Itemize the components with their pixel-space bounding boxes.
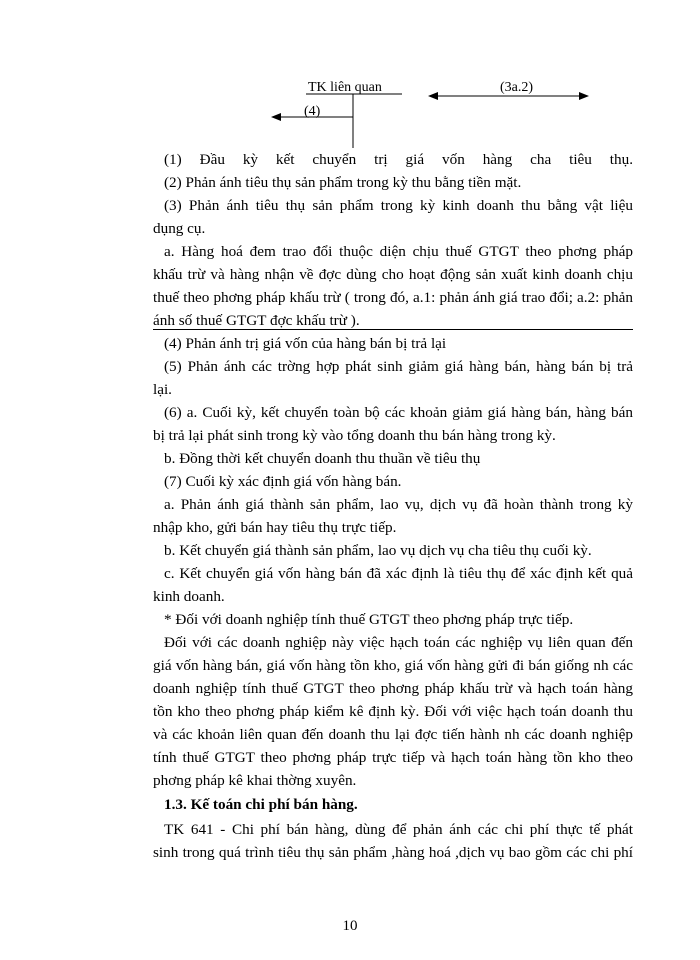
text-line: (7) Cuối kỳ xác định giá vốn hàng bán.	[164, 473, 402, 490]
text-line: dụng cụ.	[153, 220, 206, 237]
divider-rule	[153, 329, 633, 330]
page-number: 10	[342, 918, 358, 934]
text-line: a. Phản ánh giá thành sản phẩm, lao vụ, dịch vụ đã hoàn thành trong kỳ	[164, 496, 633, 513]
text-line: (5) Phản ánh các trờng hợp phát sinh giảm giá hàng bán, hàng bán bị trả	[164, 358, 633, 375]
arrow-4-head	[271, 113, 281, 121]
text-line: thuế theo phơng pháp khấu trừ ( trong đó, a.1: phản ánh giá trao đổi; a.2: phản	[153, 289, 633, 306]
text-line: b. Đồng thời kết chuyển doanh thu thuần về tiêu thụ	[164, 450, 481, 467]
text-line: c. Kết chuyển giá vốn hàng bán đã xác định là tiêu thụ để xác định kết quả	[164, 565, 633, 582]
section-heading: 1.3. Kế toán chi phí bán hàng.	[164, 796, 358, 813]
arrow-3a2-right-head	[579, 92, 589, 100]
text-line: (1) Đầu kỳ kết chuyển trị giá vốn hàng cha tiêu thụ.	[164, 151, 633, 168]
text-line: (3) Phản ánh tiêu thụ sản phẩm trong kỳ kinh doanh thu bằng vật liệu	[164, 197, 633, 214]
text-line: (2) Phản ánh tiêu thụ sản phẩm trong kỳ thu bằng tiền mặt.	[164, 174, 522, 191]
text-line: bị trả lại phát sinh trong kỳ vào tổng doanh thu bán hàng trong kỳ.	[153, 427, 556, 444]
text-line: tồn kho theo phơng pháp kiểm kê định kỳ. Đối với việc hạch toán doanh thu	[153, 703, 633, 720]
text-line: (4) Phản ánh trị giá vốn của hàng bán bị trả lại	[164, 335, 447, 352]
text-line: và các khoản liên quan đến doanh thu lại đợc tiến hành nh các doanh nghiệp	[153, 726, 633, 743]
text-line: khấu trừ và hàng nhận về đợc dùng cho hoạt động sản xuất kinh doanh chịu	[153, 266, 633, 283]
text-line: tính thuế GTGT theo phơng pháp trực tiếp và hạch toán hàng tồn kho theo	[153, 749, 633, 766]
flow-label-4: (4)	[304, 104, 321, 119]
text-line: * Đối với doanh nghiệp tính thuế GTGT theo phơng pháp trực tiếp.	[164, 611, 574, 628]
text-line: TK 641 - Chi phí bán hàng, dùng để phản ánh các chi phí thực tế phát	[164, 821, 633, 838]
text-line: sinh trong quá trình tiêu thụ sản phẩm ,hàng hoá ,dịch vụ bao gồm các chi phí	[153, 844, 633, 861]
diagram-lines	[0, 0, 700, 150]
text-line: b. Kết chuyển giá thành sản phẩm, lao vụ dịch vụ cha tiêu thụ cuối kỳ.	[164, 542, 592, 559]
text-line: doanh nghiệp tính thuế GTGT theo phơng pháp khấu trừ và hạch toán hàng	[153, 680, 633, 697]
text-line: lại.	[153, 381, 172, 398]
account-label: TK liên quan	[308, 80, 382, 95]
accounting-diagram	[0, 0, 700, 150]
text-line: ánh số thuế GTGT đợc khấu trừ ).	[153, 312, 360, 329]
text-line: kinh doanh.	[153, 588, 225, 605]
arrow-3a2-left-head	[428, 92, 438, 100]
text-line: a. Hàng hoá đem trao đổi thuộc diện chịu thuế GTGT theo phơng pháp	[164, 243, 633, 260]
text-line: giá vốn hàng bán, giá vốn hàng tồn kho, giá vốn hàng gửi đi bán giống nh các	[153, 657, 633, 674]
text-line: (6) a. Cuối kỳ, kết chuyển toàn bộ các khoản giảm giá hàng bán, hàng bán	[164, 404, 633, 421]
text-line: phơng pháp kê khai thờng xuyên.	[153, 772, 357, 789]
flow-label-3a2: (3a.2)	[500, 80, 534, 95]
text-line: Đối với các doanh nghiệp này việc hạch toán các nghiệp vụ liên quan đến	[164, 634, 633, 651]
text-line: nhập kho, gửi bán hay tiêu thụ trực tiếp.	[153, 519, 397, 536]
